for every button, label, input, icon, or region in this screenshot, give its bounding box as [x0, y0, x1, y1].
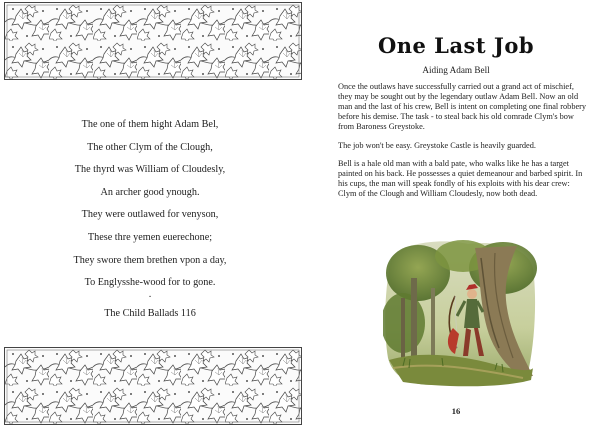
poem-line: The one of them hight Adam Bel,: [81, 119, 219, 130]
poem-line: They swore them brethen vpon a day,: [73, 254, 227, 266]
paragraph: Once the outlaws have successfully carried out a grand act of mischief, they may be sought out by the legendary outlaw Adam Bell. Now an old man and the last of his crew, Bell is intent on completing one final robbery before his demise. The task - to steal back his old comrade Clym's bow from Baroness Greystoke.: [338, 82, 587, 131]
poem-line: They were outlawed for venyson,: [81, 209, 219, 221]
paragraph: Bell is a hale old man with a bald pate, who walks like he has a target painted on his back. He possesses a quiet demeanour and barbed spirit. In his cups, the man will speak fondly of his exploits with his dear crew: Clym of the Clough and William Cloudesly, now both dead.: [338, 159, 583, 199]
poem-line: These thre yemen euerechone;: [87, 231, 213, 243]
ivy-border-bottom: [4, 347, 302, 425]
paragraph: The job won't be easy. Greystoke Castle is heavily guarded.: [338, 140, 536, 150]
page-number: 16: [451, 406, 461, 416]
chapter-title: One Last Job: [377, 33, 535, 58]
chapter-subtitle: Aiding Adam Bell: [422, 65, 490, 75]
poem-line: The thyrd was William of Cloudesly,: [74, 164, 226, 176]
archer-in-forest-illustration: [383, 238, 538, 388]
right-page: [305, 0, 607, 430]
poem: [10, 114, 290, 321]
poem-line: The other Clym of the Clough,: [87, 141, 213, 153]
poem-attribution: The Child Ballads 116: [104, 307, 196, 319]
ivy-border-top: [4, 2, 302, 80]
poem-line: An archer good ynough.: [100, 186, 200, 198]
separator-dot: ·: [148, 291, 152, 303]
poem-line: To Englysshe-wood for to gone.: [84, 277, 216, 289]
body-text: [338, 82, 590, 208]
